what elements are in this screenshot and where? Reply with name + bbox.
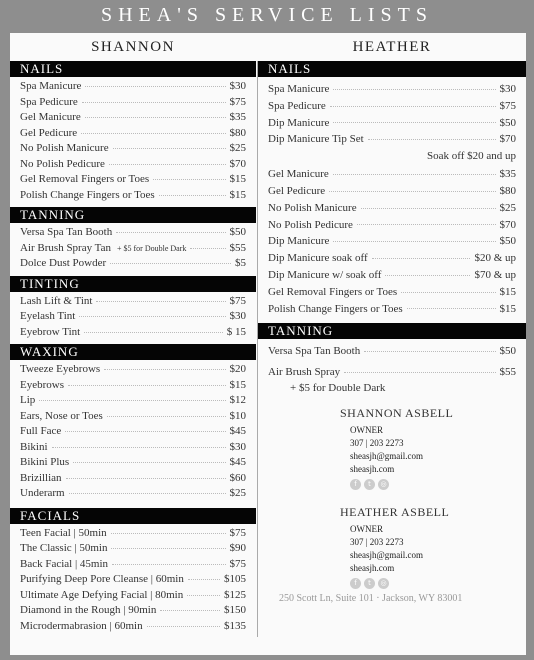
service-name: Dip Manicure	[268, 116, 330, 129]
service-name: Dip Manicure soak off	[268, 252, 368, 265]
service-sheet	[10, 33, 526, 655]
dot-leader	[116, 232, 225, 233]
service-name: Air Brush Spray Tan	[20, 241, 111, 254]
dot-leader	[52, 447, 226, 448]
service-price: $55	[499, 366, 516, 379]
contact-website[interactable]: sheasjh.com	[350, 464, 395, 474]
section-bar-tinting: TINTING	[10, 276, 256, 292]
service-row	[10, 424, 256, 440]
service-row	[258, 166, 526, 183]
service-price: $50	[499, 116, 516, 129]
dot-leader	[84, 332, 223, 333]
service-row	[10, 541, 256, 557]
service-name: Air Brush Spray	[268, 366, 341, 379]
service-name: Lash Lift & Tint	[20, 294, 93, 307]
service-price: $10	[229, 409, 246, 422]
service-row	[10, 157, 256, 173]
dot-leader	[333, 174, 496, 175]
section-items	[258, 77, 526, 148]
service-price: $80	[499, 184, 516, 197]
dot-leader	[333, 89, 495, 90]
service-price: $15	[229, 173, 246, 185]
service-name: No Polish Pedicure	[20, 157, 105, 170]
dot-leader	[187, 595, 220, 596]
service-price: $105	[224, 573, 246, 585]
service-name: Gel Manicure	[20, 111, 81, 123]
service-name: No Polish Manicure	[268, 201, 357, 214]
dot-leader	[107, 416, 226, 417]
service-row	[10, 241, 256, 257]
dot-leader	[361, 208, 496, 209]
service-name: No Polish Manicure	[20, 142, 109, 154]
service-name: Polish Change Fingers or Toes	[268, 302, 403, 315]
service-row	[10, 572, 256, 588]
section-bar-nails: NAILS	[10, 61, 256, 77]
dot-leader	[112, 564, 225, 565]
service-name: Dip Manicure	[268, 235, 330, 248]
service-name: Gel Removal Fingers or Toes	[20, 173, 150, 185]
contact-phone[interactable]: 307 | 203 2273	[350, 438, 404, 448]
service-price: $50	[499, 345, 516, 358]
service-row	[10, 95, 256, 111]
service-row	[10, 188, 256, 204]
dot-leader	[109, 164, 226, 165]
service-name: Gel Pedicure	[20, 126, 78, 139]
social-links	[340, 578, 449, 589]
service-price: $15	[229, 378, 246, 391]
service-row	[258, 233, 526, 250]
heather-column	[258, 33, 526, 395]
section-items	[10, 292, 256, 341]
service-name: Bikini Plus	[20, 456, 70, 468]
service-price: $25	[499, 201, 516, 214]
service-row	[10, 325, 256, 341]
section-items	[10, 524, 256, 635]
service-row	[10, 526, 256, 542]
shannon-header: SHANNON	[91, 39, 175, 55]
service-row	[10, 603, 256, 619]
service-row	[258, 98, 526, 115]
service-price: $15	[229, 188, 246, 201]
contact-card	[340, 505, 449, 589]
dot-leader	[401, 292, 495, 293]
service-price: $50	[229, 226, 246, 238]
service-price: $70 & up	[474, 268, 516, 281]
service-row	[10, 110, 256, 126]
service-name: Dolce Dust Powder	[20, 257, 107, 269]
service-row	[258, 284, 526, 301]
service-price: $75	[229, 294, 246, 307]
facebook-icon[interactable]: f	[350, 578, 361, 589]
service-price: $75	[499, 99, 516, 112]
service-name: Versa Spa Tan Booth	[268, 345, 361, 358]
service-name: Gel Manicure	[268, 168, 329, 181]
dot-leader	[79, 316, 225, 317]
dot-leader	[96, 301, 225, 302]
contact-website[interactable]: sheasjh.com	[350, 563, 395, 573]
page-title: SHEA'S SERVICE LISTS	[100, 4, 434, 26]
section-bar-tanning: TANNING	[258, 323, 526, 339]
service-row	[258, 267, 526, 284]
service-name: Ultimate Age Defying Facial | 80min	[20, 588, 184, 601]
dot-leader	[82, 102, 226, 103]
service-price: $90	[229, 542, 246, 554]
contact-name: HEATHER ASBELL	[340, 505, 450, 519]
social-links	[340, 479, 453, 490]
contact-email[interactable]: sheasjh@gmail.com	[350, 451, 424, 461]
dot-leader	[69, 493, 226, 494]
instagram-icon[interactable]: ◎	[378, 578, 389, 589]
service-price: $70	[499, 133, 516, 146]
service-price: $75	[229, 95, 246, 108]
section-items	[10, 223, 256, 272]
service-row	[258, 183, 526, 200]
contact-role: OWNER	[350, 425, 383, 435]
service-name: Ears, Nose or Toes	[20, 409, 103, 422]
service-name: Polish Change Fingers or Toes	[20, 188, 155, 201]
service-price: $5	[235, 257, 246, 269]
service-price: $30	[499, 83, 516, 95]
service-row	[258, 217, 526, 234]
contact-name: SHANNON ASBELL	[340, 406, 454, 420]
service-row	[258, 301, 526, 318]
service-name: Microdermabrasion | 60min	[20, 619, 143, 632]
service-name: Spa Pedicure	[20, 95, 78, 108]
dot-leader	[85, 86, 225, 87]
service-price: $30	[229, 440, 246, 453]
dot-leader	[368, 139, 496, 140]
service-price: $30	[229, 310, 246, 322]
service-name: Gel Pedicure	[268, 184, 326, 197]
service-price: $ 15	[226, 325, 246, 338]
contact-card	[340, 406, 453, 490]
service-price: $35	[499, 168, 516, 181]
service-price: $15	[499, 302, 516, 315]
section-bar-facials: FACIALS	[10, 508, 256, 524]
dot-leader	[159, 195, 226, 196]
twitter-icon[interactable]: t	[364, 479, 375, 490]
service-row	[258, 343, 526, 360]
dot-leader	[372, 258, 471, 259]
service-price: $45	[229, 425, 246, 437]
service-name: Brizillian	[20, 471, 62, 484]
dot-leader	[333, 122, 495, 123]
service-name: Gel Removal Fingers or Toes	[268, 285, 398, 298]
service-name: Dip Manicure Tip Set	[268, 133, 364, 146]
service-row	[10, 440, 256, 456]
dot-leader	[329, 191, 495, 192]
dot-leader	[190, 248, 225, 249]
service-price: $20	[229, 363, 246, 375]
dot-leader	[407, 308, 496, 309]
service-name: Dip Manicure w/ soak off	[268, 268, 382, 281]
dot-leader	[153, 179, 225, 180]
service-price: $50	[499, 235, 516, 248]
dot-leader	[147, 626, 220, 627]
service-row	[258, 250, 526, 267]
twitter-icon[interactable]: t	[364, 578, 375, 589]
service-price: $135	[224, 619, 246, 632]
service-name: Tweeze Eyebrows	[20, 363, 101, 375]
service-name: Teen Facial | 50min	[20, 526, 107, 539]
service-row	[10, 393, 256, 409]
dot-leader	[111, 548, 225, 549]
service-name: Lip	[20, 394, 36, 406]
service-price: $60	[229, 471, 246, 484]
dot-leader	[330, 106, 496, 107]
service-price: $12	[229, 394, 246, 406]
dot-leader	[104, 369, 225, 370]
service-row	[10, 309, 256, 325]
service-row	[10, 471, 256, 487]
service-name: Bikini	[20, 440, 48, 453]
service-name: Purifying Deep Pore Cleanse | 60min	[20, 573, 184, 585]
service-name: Spa Pedicure	[268, 99, 326, 112]
service-row	[258, 131, 526, 148]
service-price: $70	[499, 218, 516, 231]
dot-leader	[113, 148, 226, 149]
dot-leader	[73, 462, 225, 463]
service-row	[10, 79, 256, 95]
service-row	[10, 455, 256, 471]
service-row	[258, 200, 526, 217]
service-price: $80	[229, 126, 246, 139]
service-price: $75	[229, 526, 246, 539]
section-items	[10, 360, 256, 502]
section-bar-nails: NAILS	[258, 61, 526, 77]
service-row	[10, 557, 256, 573]
service-row	[10, 126, 256, 142]
service-price: $25	[229, 142, 246, 154]
service-row	[10, 588, 256, 604]
service-name: Diamond in the Rough | 90min	[20, 604, 157, 616]
dot-leader	[39, 400, 225, 401]
dot-leader	[111, 533, 226, 534]
service-price: $75	[229, 557, 246, 570]
service-row	[10, 141, 256, 157]
service-price: $55	[229, 241, 246, 254]
dot-leader	[68, 385, 226, 386]
service-price: $45	[229, 456, 246, 468]
service-name: No Polish Pedicure	[268, 218, 353, 231]
instagram-icon[interactable]: ◎	[378, 479, 389, 490]
service-row	[258, 364, 526, 381]
service-price: $25	[229, 487, 246, 499]
service-name: Eyebrows	[20, 378, 64, 391]
dot-leader	[66, 478, 226, 479]
dot-leader	[344, 372, 495, 373]
soak-off-note: Soak off $20 and up	[426, 150, 516, 163]
section-bar-waxing: WAXING	[10, 344, 256, 360]
heather-header: HEATHER	[352, 39, 432, 55]
service-row	[10, 172, 256, 188]
dot-leader	[81, 133, 225, 134]
service-row	[10, 619, 256, 635]
service-row	[10, 409, 256, 425]
service-price: $30	[229, 80, 246, 92]
service-row	[258, 81, 526, 98]
service-price: $35	[229, 111, 246, 123]
tanning-note: + $5 for Double Dark	[290, 381, 386, 394]
dot-leader	[357, 224, 496, 225]
dot-leader	[333, 241, 495, 242]
dot-leader	[188, 579, 220, 580]
contact-phone[interactable]: 307 | 203 2273	[350, 537, 404, 547]
dot-leader	[110, 263, 231, 264]
service-name: Underarm	[20, 487, 65, 499]
dot-leader	[385, 275, 470, 276]
service-row	[10, 294, 256, 310]
service-name: Versa Spa Tan Booth	[20, 226, 113, 238]
dot-leader	[160, 610, 220, 611]
section-items	[10, 77, 256, 203]
service-row	[10, 378, 256, 394]
service-name: The Classic | 50min	[20, 542, 108, 554]
facebook-icon[interactable]: f	[350, 479, 361, 490]
service-name: Back Facial | 45min	[20, 557, 109, 570]
service-note: + $5 for Double Dark	[117, 243, 187, 253]
service-price: $20 & up	[474, 252, 516, 265]
section-bar-tanning: TANNING	[10, 207, 256, 223]
address: 250 Scott Ln, Suite 101 · Jackson, WY 83001	[279, 593, 463, 604]
service-row	[258, 115, 526, 132]
service-price: $125	[224, 588, 246, 601]
section-items	[258, 339, 526, 381]
dot-leader	[364, 351, 495, 352]
dot-leader	[65, 431, 225, 432]
service-name: Spa Manicure	[268, 83, 330, 95]
contact-role: OWNER	[350, 524, 383, 534]
section-items	[258, 164, 526, 317]
service-row	[10, 225, 256, 241]
shannon-column	[10, 33, 256, 634]
service-price: $150	[224, 604, 246, 616]
service-row	[10, 486, 256, 502]
contact-email[interactable]: sheasjh@gmail.com	[350, 550, 424, 560]
service-price: $70	[229, 157, 246, 170]
service-row	[10, 256, 256, 272]
service-name: Full Face	[20, 425, 62, 437]
service-name: Spa Manicure	[20, 80, 82, 92]
dot-leader	[85, 117, 226, 118]
service-name: Eyelash Tint	[20, 310, 76, 322]
service-price: $15	[499, 285, 516, 298]
service-row	[10, 362, 256, 378]
service-name: Eyebrow Tint	[20, 325, 81, 338]
